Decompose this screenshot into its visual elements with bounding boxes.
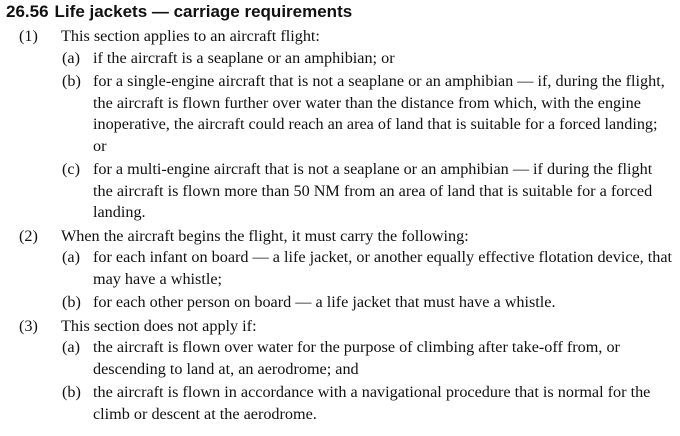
paragraph-1b <box>0 71 680 157</box>
paragraph-label: (a) <box>62 248 80 266</box>
paragraph-label: (a) <box>62 338 80 356</box>
paragraph-text: the aircraft is flown in accordance with a navigational procedure that is normal for the climb or descent at the aerodrome. <box>93 383 651 423</box>
section-heading <box>6 2 352 22</box>
subsection-label: (2) <box>19 226 38 245</box>
paragraph-1a <box>0 48 680 70</box>
subsection-text: This section does not apply if: <box>61 316 257 335</box>
paragraph-label: (b) <box>62 72 81 90</box>
paragraph-label: (a) <box>62 48 80 67</box>
section-number: 26.56 <box>6 2 49 21</box>
subsection-1 <box>0 26 680 48</box>
section-title: Life jackets — carriage requirements <box>54 2 353 21</box>
paragraph-label: (b) <box>62 383 81 401</box>
paragraph-1c <box>0 159 680 224</box>
paragraph-text: for each infant on board — a life jacket, or another equally effective flotation device, that may have a whistle; <box>93 248 673 288</box>
subsection-label: (3) <box>19 316 38 335</box>
paragraph-2b <box>0 292 680 314</box>
paragraph-3b <box>0 382 680 425</box>
subsection-text: When the aircraft begins the flight, it must carry the following: <box>61 226 469 245</box>
subsection-label: (1) <box>19 27 38 45</box>
subsection-2 <box>0 226 680 248</box>
paragraph-text: if the aircraft is a seaplane or an amphibian; or <box>93 48 395 67</box>
paragraph-text: for a multi-engine aircraft that is not a seaplane or an amphibian — if during the flight the aircraft is flown more than 50 NM from an area of land that is suitable for a forced landing. <box>93 160 653 221</box>
paragraph-text: for a single-engine aircraft that is not a seaplane or an amphibian — if, during the flight, the aircraft is flown further over water than the distance from which, with the engine inoperative, the aircraft could reach an area of land that is suitable for a forced landing; or <box>93 72 665 155</box>
paragraph-2a <box>0 247 680 290</box>
paragraph-text: for each other person on board — a life jacket that must have a whistle. <box>93 293 556 311</box>
paragraph-label: (b) <box>62 293 81 311</box>
paragraph-text: the aircraft is flown over water for the purpose of climbing after take-off from, or descending to land at, an aerodrome; and <box>93 338 620 378</box>
subsection-3 <box>0 316 680 338</box>
section-body <box>0 26 680 425</box>
subsection-text: This section applies to an aircraft flight: <box>61 27 320 45</box>
paragraph-label: (c) <box>62 160 80 178</box>
paragraph-3a <box>0 337 680 380</box>
